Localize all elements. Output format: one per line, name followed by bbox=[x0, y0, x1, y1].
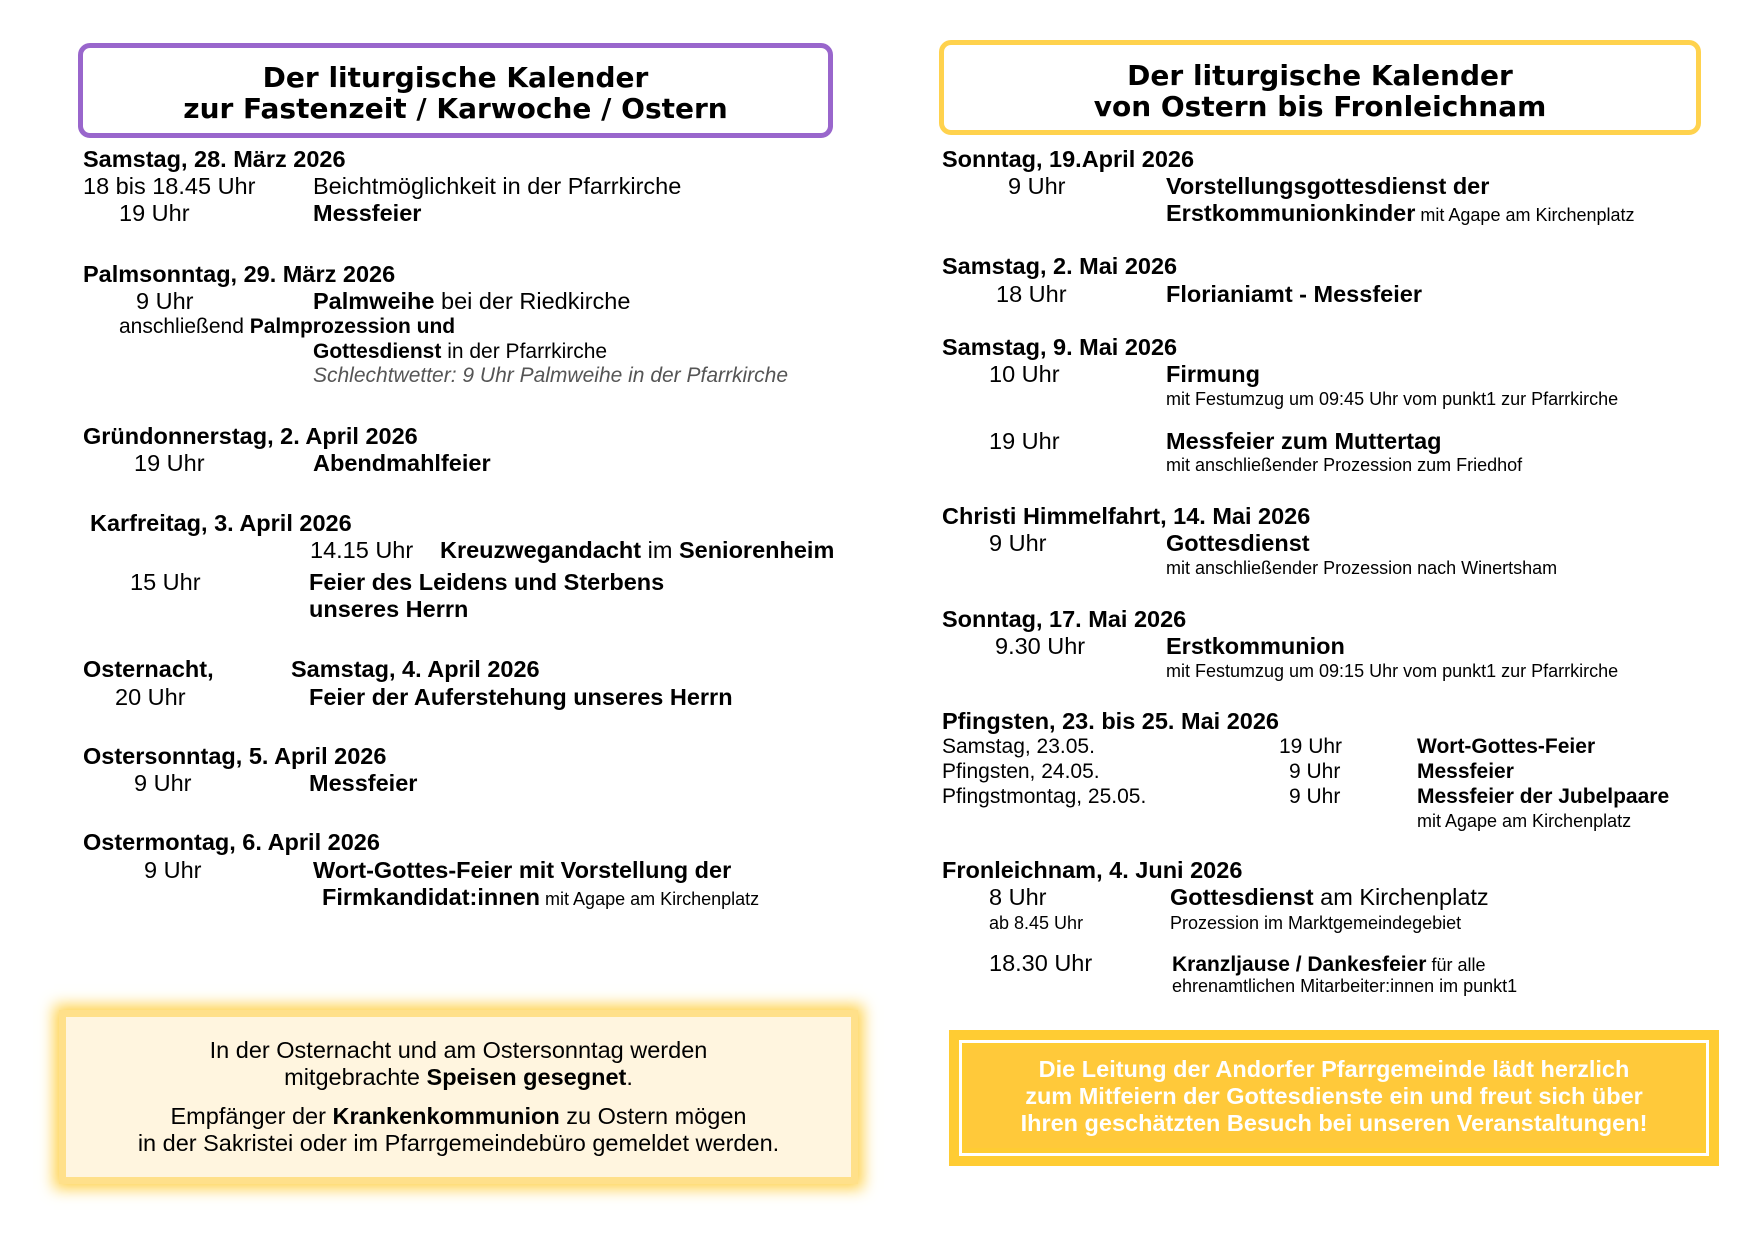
event-desc: Gottesdienst am Kirchenplatz bbox=[1170, 884, 1489, 910]
event-date: Ostermontag, 6. April 2026 bbox=[83, 829, 380, 855]
pfingsten-day: Pfingstmontag, 25.05. bbox=[942, 785, 1147, 808]
event-desc: Gottesdienst bbox=[1166, 530, 1310, 556]
event-time: 8 Uhr bbox=[989, 884, 1047, 910]
event-desc: Beichtmöglichkeit in der Pfarrkirche bbox=[313, 173, 682, 199]
note-line: zum Mitfeiern der Gottesdienste ein und freut sich über bbox=[1025, 1083, 1643, 1109]
event-desc: Palmweihe bei der Riedkirche bbox=[313, 288, 631, 314]
pfingsten-day: Samstag, 23.05. bbox=[942, 735, 1095, 758]
pfingsten-time: 9 Uhr bbox=[1289, 785, 1341, 808]
event-time: 18 bis 18.45 Uhr bbox=[83, 173, 256, 199]
event-date: Samstag, 2. Mai 2026 bbox=[942, 253, 1178, 279]
event-time: 9 Uhr bbox=[136, 288, 194, 314]
event-desc: Feier des Leidens und Sterbens bbox=[309, 569, 665, 595]
pfingsten-time: 9 Uhr bbox=[1289, 760, 1341, 783]
event-time: 9 Uhr bbox=[989, 530, 1047, 556]
event-time: 14.15 Uhr bbox=[310, 537, 414, 563]
note-line: Empfänger der Krankenkommunion zu Ostern mögen bbox=[170, 1103, 747, 1129]
left-title-line2: zur Fastenzeit / Karwoche / Ostern bbox=[183, 92, 728, 125]
event-time: ab 8.45 Uhr bbox=[989, 913, 1084, 933]
pfingsten-what: Wort-Gottes-Feier bbox=[1417, 735, 1596, 758]
event-note: Prozession im Marktgemeindegebiet bbox=[1170, 913, 1462, 933]
event-time: 20 Uhr bbox=[115, 684, 186, 710]
event-date: Samstag, 4. April 2026 bbox=[291, 656, 540, 682]
pfingsten-time: 19 Uhr bbox=[1279, 735, 1343, 758]
event-time: 15 Uhr bbox=[130, 569, 201, 595]
event-time: 10 Uhr bbox=[989, 361, 1060, 387]
event-note: mit Agape am Kirchenplatz bbox=[1417, 811, 1632, 831]
event-time: 9 Uhr bbox=[134, 770, 192, 796]
event-desc: Messfeier zum Muttertag bbox=[1166, 428, 1442, 454]
note-line: mitgebrachte Speisen gesegnet. bbox=[284, 1064, 633, 1090]
event-time: 19 Uhr bbox=[119, 200, 190, 226]
event-date: Gründonnerstag, 2. April 2026 bbox=[83, 423, 418, 449]
note-line: In der Osternacht und am Ostersonntag werden bbox=[209, 1037, 708, 1063]
event-desc: Messfeier bbox=[309, 770, 418, 796]
right-title-line2: von Ostern bis Fronleichnam bbox=[1093, 90, 1547, 123]
event-desc: Vorstellungsgottesdienst der bbox=[1166, 173, 1490, 199]
event-time: 19 Uhr bbox=[134, 450, 205, 476]
event-desc: Erstkommunion bbox=[1166, 633, 1345, 659]
event-desc: Firmung bbox=[1166, 361, 1260, 387]
event-desc: Feier der Auferstehung unseres Herrn bbox=[309, 684, 733, 710]
event-time: 18 Uhr bbox=[996, 281, 1067, 307]
event-date: Palmsonntag, 29. März 2026 bbox=[83, 261, 396, 287]
event-desc: Kranzljause / Dankesfeier für alle bbox=[1172, 953, 1486, 976]
event-time: 9 Uhr bbox=[144, 857, 202, 883]
event-time: 18.30 Uhr bbox=[989, 950, 1093, 976]
event-note: mit Festumzug um 09:45 Uhr vom punkt1 zur Pfarrkirche bbox=[1166, 389, 1619, 409]
event-desc: Florianiamt - Messfeier bbox=[1166, 281, 1422, 307]
event-desc: Wort-Gottes-Feier mit Vorstellung der bbox=[313, 857, 732, 883]
pfingsten-day: Pfingsten, 24.05. bbox=[942, 760, 1100, 783]
event-date: Samstag, 9. Mai 2026 bbox=[942, 334, 1178, 360]
event-date: Sonntag, 17. Mai 2026 bbox=[942, 606, 1187, 632]
event-desc: Abendmahlfeier bbox=[313, 450, 491, 476]
event-desc: Erstkommunionkinder mit Agape am Kirchenplatz bbox=[1166, 200, 1635, 226]
event-note: mit Festumzug um 09:15 Uhr vom punkt1 zur Pfarrkirche bbox=[1166, 661, 1619, 681]
right-info-box bbox=[949, 1030, 1719, 1166]
pfingsten-what: Messfeier bbox=[1417, 760, 1514, 783]
left-title-box bbox=[78, 43, 833, 138]
event-desc: anschließend Palmprozession und bbox=[119, 315, 456, 338]
event-note: Schlechtwetter: 9 Uhr Palmweihe in der Pfarrkirche bbox=[313, 364, 789, 387]
left-info-box bbox=[66, 1017, 851, 1177]
event-note: mit anschließender Prozession nach Winertsham bbox=[1166, 558, 1558, 578]
event-time: 9 Uhr bbox=[1008, 173, 1066, 199]
event-time: 19 Uhr bbox=[989, 428, 1060, 454]
event-date: Karfreitag, 3. April 2026 bbox=[90, 510, 352, 536]
event-desc: unseres Herrn bbox=[309, 596, 469, 622]
note-line: in der Sakristei oder im Pfarrgemeindebüro gemeldet werden. bbox=[137, 1130, 780, 1156]
left-title-line1: Der liturgische Kalender bbox=[262, 61, 649, 94]
event-date: Pfingsten, 23. bis 25. Mai 2026 bbox=[942, 708, 1279, 734]
event-date: Christi Himmelfahrt, 14. Mai 2026 bbox=[942, 503, 1311, 529]
note-line: Die Leitung der Andorfer Pfarrgemeinde lädt herzlich bbox=[1038, 1056, 1630, 1082]
right-title-line1: Der liturgische Kalender bbox=[1127, 59, 1513, 92]
event-date: Osternacht, bbox=[83, 656, 214, 682]
right-title-box bbox=[939, 40, 1701, 135]
event-desc: Messfeier bbox=[313, 200, 422, 226]
event-date: Sonntag, 19.April 2026 bbox=[942, 146, 1195, 172]
event-note: ehrenamtlichen Mitarbeiter:innen im punkt1 bbox=[1172, 976, 1518, 996]
pfingsten-what: Messfeier der Jubelpaare bbox=[1417, 785, 1670, 808]
event-date: Ostersonntag, 5. April 2026 bbox=[83, 743, 387, 769]
event-desc: Firmkandidat:innen mit Agape am Kirchenplatz bbox=[322, 884, 760, 910]
note-line: Ihren geschätzten Besuch bei unseren Veranstaltungen! bbox=[1020, 1110, 1648, 1136]
event-date: Fronleichnam, 4. Juni 2026 bbox=[942, 857, 1243, 883]
right-info-text bbox=[967, 1048, 1701, 1148]
event-time: 9.30 Uhr bbox=[995, 633, 1086, 659]
event-desc: Gottesdienst in der Pfarrkirche bbox=[313, 340, 608, 363]
event-desc: Kreuzwegandacht im Seniorenheim bbox=[440, 537, 835, 563]
event-note: mit anschließender Prozession zum Friedhof bbox=[1166, 455, 1523, 475]
event-date: Samstag, 28. März 2026 bbox=[83, 146, 346, 172]
